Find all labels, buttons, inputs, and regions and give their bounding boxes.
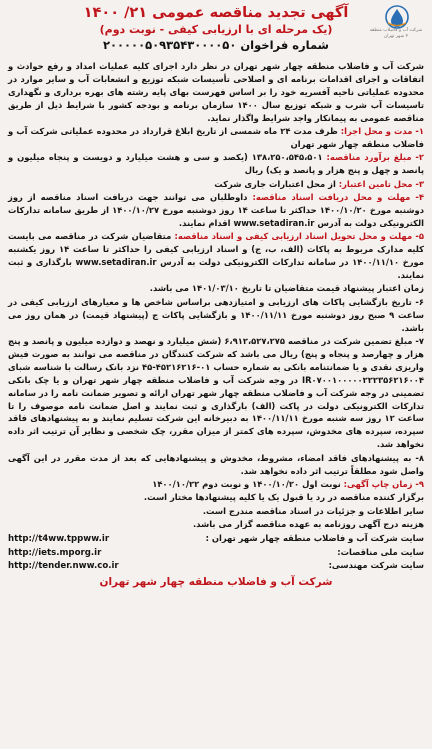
condition-heading: ۵- مهلت و محل تحویل اسناد ارزیابی کیفی و اسناد مناقصه: xyxy=(174,231,425,242)
condition-item xyxy=(8,282,424,295)
condition-item xyxy=(8,178,424,191)
condition-item xyxy=(8,191,424,230)
notes-list xyxy=(8,491,424,531)
condition-text: ظرف مدت ۲۴ ماه شمسی از تاریخ ابلاغ قرارداد در محدوده عملیاتی شرکت آب و فاضلاب منطقه چهار شهر تهران xyxy=(8,126,424,149)
note-line: سایر اطلاعات و جزئیات در اسناد مناقصه مندرج است. xyxy=(202,505,424,516)
condition-heading: ۴- مهلت و محل دریافت اسناد مناقصه: xyxy=(252,192,424,203)
condition-text: نوبت اول ۱۴۰۰/۱۰/۲۰ و نوبت دوم ۱۴۰۰/۱۰/۲۲ xyxy=(152,479,344,489)
notice-subtitle: (یک مرحله ای با ارزیابی کیفی - نوبت دوم) xyxy=(99,23,333,36)
condition-heading: ۹- زمان چاپ آگهی: xyxy=(343,479,424,489)
notice-header xyxy=(8,4,424,60)
condition-item xyxy=(8,296,424,335)
condition-text: ۱۳۸،۲۵۰،۵۴۵،۵۰۱ (یکصد و سی و هشت میلیارد و دویست و پنجاه میلیون و پانصد و چهل و پنج هزار و پانصد و یک) ریال xyxy=(8,152,424,176)
footer-company-name: شرکت آب و فاضلاب منطقه چهار شهر تهران xyxy=(99,576,333,589)
website-url[interactable]: http://t4ww.tppww.ir xyxy=(8,533,110,544)
website-url[interactable]: http://iets.mporg.ir xyxy=(8,547,102,558)
condition-text: ۶- تاریخ بازگشایی پاکات های ارزیابی و امتیازدهی براساس شاخص ها و معیارهای ارزیابی کیفی در ساعت ۹ صبح روز دوشنبه مورخ ۱۴۰۰/۱۱/۱۱ و بازگشایی پاکات ج (پیشنهاد قیمت) در همان روز می باشد. xyxy=(8,296,424,333)
condition-heading: ۳- محل تامین اعتبار: xyxy=(338,178,424,189)
condition-text: از محل اعتبارات جاری شرکت xyxy=(214,178,339,189)
website-label: سایت ملی مناقصات: xyxy=(337,546,424,557)
condition-item xyxy=(8,335,424,451)
website-row xyxy=(8,532,424,546)
website-row xyxy=(8,546,424,560)
condition-text: داوطلبان می توانند جهت دریافت اسناد مناقصه از روز دوشنبه مورخ ۱۴۰۰/۱۰/۲۰ حداکثر تا ساعت ۱۴ روز دوشنبه مورخ ۱۴۰۰/۱۰/۲۷ از طریق سامانه تدارکات الکترونیکی دولت به آدرس www.setadiran.ir اقدام نمایند. xyxy=(8,192,425,228)
condition-text: متقاضیان شرکت در مناقصه می بایست کلیه مدارک مربوط به پاکات (الف، ب، ج) و اسناد ارزیابی کیفی را حداکثر تا ساعت ۱۴ روز یکشنبه مورخ ۱۴۰۰/۱۱/۱۰ در سامانه تدارکات الکترونیکی دولت به آدرس www.setadiran.ir بارگذاری و ثبت نمایند. xyxy=(8,231,424,280)
condition-text: ۷- مبلغ تضمین شرکت در مناقصه ۶،۹۱۲،۵۲۷،۲۷۵ (شش میلیارد و نهصد و دوازده میلیون و پانصد و پنج هزار و چهارصد و پنجاه و پنج) ریال می باشد که شرکت کنندگان در مناقصه می توانند به صورت فیش واریزی نقدی و یا ضمانتنامه بانکی به شماره حساب ۰۱-۴۵۲۱۶۲۱۶-۴۵ نزد بانک رسالت با شناسه شبای IR۰۷۰۰۱۰۰۰۰۰۲۲۲۳۵۶۲۱۶۰۰۴ در وجه شرکت آب و فاضلاب منطقه چهار شهر تهران و یا چک بانکی تضمینی در وجه شرکت آب و فاضلاب منطقه چهار شهر تهران ارائه و تصویر ضمانت نامه را در سامانه تدارکات الکترونیکی دولت در پاکت (الف) بارگذاری و ثبت نمایند و اصل ضمانت نامه موصوف را تا ساعت ۱۲ روز سه شنبه مورخ ۱۴۰۰/۱۱/۱۱ به دبیرخانه این شرکت تسلیم نمایند و به پیشنهادهای فاقد سپرده، سپرده های مخدوش، سپرده های کمتر از میزان مقرر، چک شخصی و نظایر آن ترتیب اثر داده نخواهد شد. xyxy=(8,336,425,450)
website-label: سایت شرکت مهندسی: xyxy=(328,560,424,571)
condition-item xyxy=(8,452,424,478)
website-row xyxy=(8,559,424,573)
condition-item xyxy=(8,151,424,177)
condition-text: ۸- به پیشنهادهای فاقد امضاء، مشروط، مخدوش و پیشنهادهایی که بعد از مدت مقرر در این آگهی واصل شود مطلقاً ترتیب اثر داده نخواهد شد. xyxy=(8,452,424,476)
note-line: برگزار کننده مناقصه در رد یا قبول یک یا کلیه پیشنهادها مختار است. xyxy=(143,492,424,503)
website-label: سایت شرکت آب و فاضلاب منطقه چهار شهر تهران : xyxy=(205,532,424,543)
websites-list xyxy=(8,532,424,574)
condition-text: زمان اعتبار پیشنهاد قیمت متقاضیان تا تاریخ ۱۴۰۱/۰۳/۱۰ می باشد. xyxy=(149,283,424,294)
condition-item xyxy=(8,125,424,151)
condition-heading: ۲- مبلغ برآورد مناقصه: xyxy=(326,152,424,163)
condition-item xyxy=(8,478,424,491)
condition-item xyxy=(8,230,424,282)
notice-body xyxy=(8,60,424,573)
intro-paragraph: شرکت آب و فاضلاب منطقه چهار شهر تهران در نظر دارد اجرای کلیه عملیات امداد و رفع حوادث و اتفاقات و اجرای اقدامات برنامه ای و اصلاحی تأسیسات شبکه توزیع و انشعابات آب و سایر موارد در محدوده عملیاتی ناحیه آفسریه خود را بر اساس فهرست بهای پایه رشته های بهره برداری و نگهداری تاسیسات آب شرب و شبکه توزیع سال ۱۴۰۰ سازمان برنامه و بودجه کشور با شرایط ذیل از طریق مناقصه عمومی به پیمانکار واجد شرایط واگذار نماید. xyxy=(8,61,424,123)
logo-caption: شرکت آب و فاضلاب منطقه ۴ شهر تهران xyxy=(369,28,423,39)
notice-title: آگهی تجدید مناقصه عمومی ۲۱/ ۱۴۰۰ xyxy=(83,5,349,21)
call-number: شماره فراخوان ۲۰۰۰۰۰۵۰۹۳۵۴۳۰۰۰۰۵۰ xyxy=(102,38,329,52)
conditions-list xyxy=(8,125,424,491)
note-line: هزینه درج آگهی روزنامه به عهده مناقصه گزار می باشد. xyxy=(193,519,424,530)
condition-heading: ۱- مدت و محل اجرا: xyxy=(340,126,424,137)
website-url[interactable]: http://tender.nww.co.ir xyxy=(8,561,119,572)
